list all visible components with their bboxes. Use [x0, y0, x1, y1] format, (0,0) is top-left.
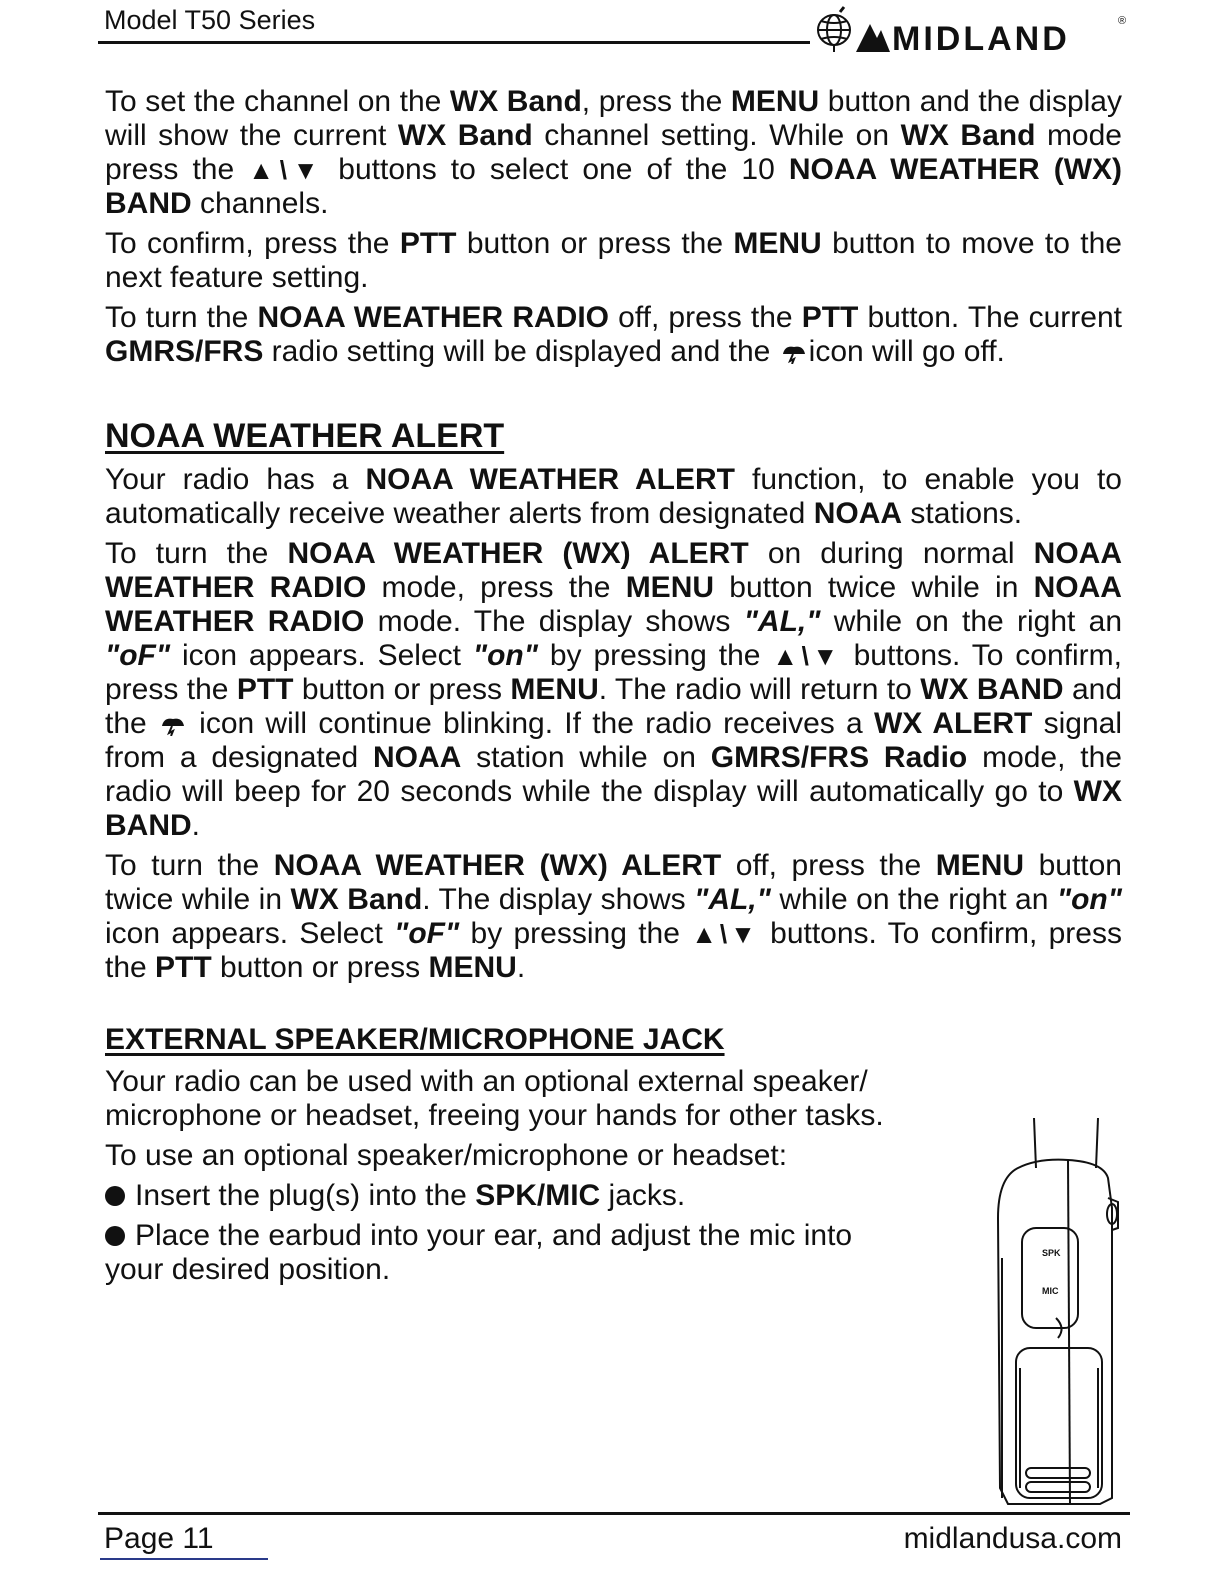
- text-run: To turn the: [105, 301, 258, 334]
- text-run: station while on: [461, 741, 711, 774]
- text-run: To confirm, press the: [105, 227, 400, 260]
- text-run: icon appears. Select: [105, 917, 395, 950]
- text-run: "AL,": [694, 883, 771, 916]
- text-run: NOAA WEATHER RADIO: [105, 537, 1122, 604]
- text-run: mode, press the: [366, 571, 626, 604]
- text-run: button. The current: [858, 301, 1122, 334]
- text-run: WX BAND: [105, 775, 1122, 842]
- text-run: NOAA WEATHER (WX) ALERT: [273, 849, 722, 882]
- text-run: NOAA WEATHER RADIO: [257, 301, 610, 334]
- footer-divider: [98, 1512, 1130, 1515]
- jack-paragraph-1: Your radio can be used with an optional external speaker/ microphone or headset, freeing your hands for other tasks.: [105, 1065, 884, 1132]
- page-content: [105, 85, 1122, 1293]
- text-run: radio setting will be displayed and the: [263, 335, 779, 368]
- text-run: WX Band: [900, 119, 1036, 152]
- text-run: WX Band: [290, 883, 423, 916]
- wx-band-paragraph-2: [105, 227, 1122, 295]
- text-run: mode. The display shows: [364, 605, 744, 638]
- text-run: buttons. To confirm, press the: [105, 639, 1122, 706]
- text-run: signal from a designated: [105, 707, 1122, 774]
- text-run: MENU: [510, 673, 599, 706]
- text-run: NOAA WEATHER (WX) ALERT: [287, 537, 749, 570]
- section-heading-speaker-jack: EXTERNAL SPEAKER/MICROPHONE JACK: [105, 1023, 725, 1056]
- text-run: button to move to the next feature setting.: [105, 227, 1122, 294]
- bullet-icon: [105, 1226, 125, 1246]
- text-run: stations.: [902, 497, 1023, 530]
- text-run: PTT: [236, 673, 294, 706]
- text-run: GMRS/FRS: [105, 335, 264, 368]
- section-heading-weather-alert: NOAA WEATHER ALERT: [105, 417, 505, 455]
- registered-mark: ®: [1118, 15, 1127, 27]
- text-run: NOAA WEATHER ALERT: [365, 463, 736, 496]
- text-run: MENU: [733, 227, 822, 260]
- text-run: while on the right an: [770, 883, 1057, 916]
- wx-band-paragraph-3: [105, 301, 1122, 369]
- text-run: NOAA WEATHER RADIO: [105, 571, 1122, 638]
- text-run: by pressing the: [459, 917, 692, 950]
- globe-icon: [818, 7, 850, 52]
- mic-jack-label: MIC: [1042, 1286, 1059, 1296]
- text-run: Insert the plug(s) into the: [135, 1179, 476, 1212]
- text-run: jacks.: [600, 1179, 686, 1212]
- text-run: To turn the: [105, 849, 274, 882]
- text-run: channels.: [191, 187, 329, 220]
- weather-storm-icon: [779, 342, 809, 364]
- text-run: .: [191, 809, 201, 842]
- spk-jack-label: SPK: [1042, 1248, 1061, 1258]
- text-run: button twice while in: [714, 571, 1034, 604]
- logo-mountain-mark: [856, 24, 890, 52]
- text-run: by pressing the: [537, 639, 773, 672]
- jack-bullet-1: [105, 1179, 985, 1213]
- text-run: "oF": [105, 639, 171, 672]
- text-run: while on the right an: [820, 605, 1122, 638]
- wx-band-paragraph-1: [105, 85, 1122, 221]
- text-run: button or press the: [456, 227, 734, 260]
- text-run: mode press the: [105, 119, 1122, 186]
- jack-paragraph-2: To use an optional speaker/microphone or headset:: [105, 1139, 788, 1172]
- text-run: WX Band: [397, 119, 533, 152]
- text-run: WX Band: [449, 85, 582, 118]
- text-run: WX BAND: [920, 673, 1064, 706]
- text-run: and the: [105, 673, 1123, 740]
- text-run: button and the display will show the current: [105, 85, 1122, 152]
- text-run: , press the: [581, 85, 731, 118]
- text-run: button or press: [293, 673, 511, 706]
- text-run: on during normal: [748, 537, 1034, 570]
- bullet-icon: [105, 1186, 125, 1206]
- weather-storm-icon: [158, 714, 188, 736]
- text-run: "on": [472, 639, 538, 672]
- text-run: . The radio will return to: [598, 673, 921, 706]
- radio-side-illustration: [978, 1118, 1128, 1508]
- alert-paragraph-3: [105, 849, 1122, 985]
- text-run: MENU: [428, 951, 517, 984]
- text-run: button or press: [211, 951, 429, 984]
- text-run: .: [516, 951, 526, 984]
- text-run: PTT: [801, 301, 859, 334]
- text-run: Your radio has a: [105, 463, 366, 496]
- text-run: icon will go off.: [808, 335, 1005, 368]
- text-run: MENU: [625, 571, 715, 604]
- text-run: WX ALERT: [873, 707, 1033, 740]
- text-run: buttons to select one of the 10: [324, 153, 789, 186]
- page-number: Page 11: [104, 1522, 214, 1555]
- jack-bullet-2: [105, 1219, 905, 1287]
- brand-name: MIDLAND: [892, 20, 1070, 58]
- text-run: mode, the radio will beep for 20 seconds while the display will automatically go to: [105, 741, 1122, 808]
- up-down-arrows-icon: ▲\▼: [248, 155, 325, 185]
- header-divider: [98, 41, 810, 44]
- text-run: To set the channel on the: [105, 85, 450, 118]
- text-run: NOAA: [813, 497, 903, 530]
- header-model-title: Model T50 Series: [104, 5, 316, 35]
- text-run: To turn the: [105, 537, 288, 570]
- text-run: icon appears. Select: [170, 639, 473, 672]
- text-run: icon will continue blinking. If the radio receives a: [187, 707, 874, 740]
- text-run: MENU: [730, 85, 820, 118]
- footer-website: midlandusa.com: [903, 1522, 1122, 1555]
- alert-paragraph-2: [105, 537, 1122, 843]
- up-down-arrows-icon: ▲\▼: [691, 919, 759, 949]
- text-run: button twice while in: [105, 849, 1122, 916]
- page-number-underline: [100, 1558, 268, 1560]
- text-run: channel setting. While on: [532, 119, 901, 152]
- text-run: buttons. To confirm, press the: [105, 917, 1122, 984]
- text-run: "AL,": [743, 605, 821, 638]
- text-run: Place the earbud into your ear, and adjust the mic into your desired position.: [105, 1219, 853, 1286]
- text-run: "oF": [394, 917, 460, 950]
- text-run: SPK/MIC: [475, 1179, 601, 1212]
- text-run: "on": [1056, 883, 1122, 916]
- text-run: off, press the: [721, 849, 936, 882]
- text-run: NOAA WEATHER (WX) BAND: [105, 153, 1123, 220]
- text-run: off, press the: [609, 301, 802, 334]
- text-run: PTT: [155, 951, 212, 984]
- text-run: function, to enable you to automatically receive weather alerts from designated: [105, 463, 1122, 530]
- text-run: PTT: [399, 227, 457, 260]
- text-run: NOAA: [372, 741, 462, 774]
- text-run: GMRS/FRS Radio: [710, 741, 968, 774]
- text-run: . The display shows: [422, 883, 695, 916]
- up-down-arrows-icon: ▲\▼: [772, 641, 842, 671]
- text-run: MENU: [935, 849, 1025, 882]
- alert-paragraph-1: [105, 463, 1122, 531]
